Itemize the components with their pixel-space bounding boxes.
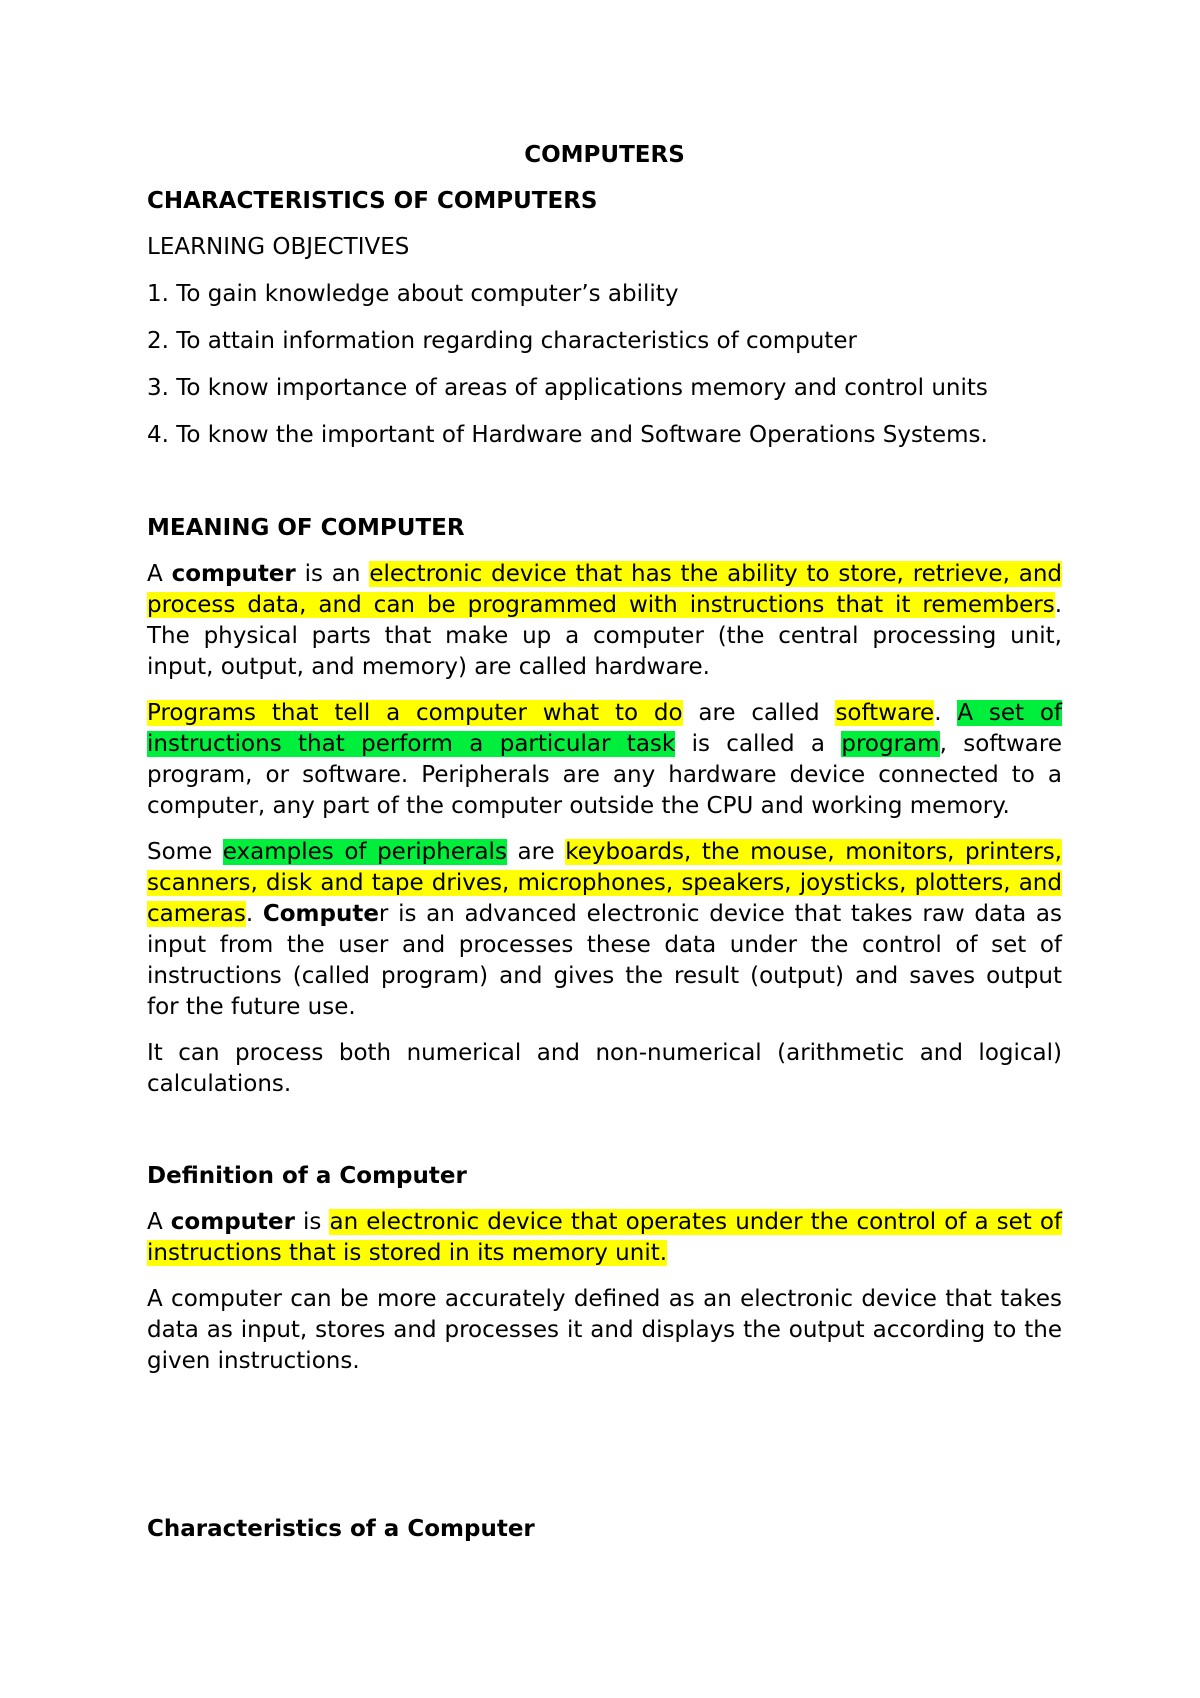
yellow-highlight: keyboards, the mouse, monitors, printers, scanners, disk and tape drives, microphones, speakers, joysticks, plotters, and cameras bbox=[147, 839, 1062, 927]
document-subtitle: CHARACTERISTICS OF COMPUTERS bbox=[147, 188, 598, 214]
characteristics-heading: Characteristics of a Computer bbox=[147, 1516, 535, 1542]
green-highlight: program bbox=[841, 731, 940, 757]
text-run: . The physical parts that make up a computer (the central processing unit, input, output, and memory) are called hardware. bbox=[147, 592, 1062, 680]
text-run: . bbox=[245, 901, 263, 927]
objective-item: 2. To attain information regarding characteristics of computer bbox=[147, 328, 857, 354]
green-highlight: examples of peripherals bbox=[222, 839, 507, 865]
text-run: is bbox=[294, 1209, 330, 1235]
yellow-highlight: Programs that tell a computer what to do bbox=[147, 700, 683, 726]
text-run: A bbox=[147, 561, 172, 587]
definition-paragraph-1 bbox=[147, 1207, 1062, 1269]
meaning-paragraph-4: It can process both numerical and non-numerical (arithmetic and logical) calculations. bbox=[147, 1040, 1062, 1097]
spacer bbox=[147, 1392, 1062, 1514]
objective-item: 1. To gain knowledge about computer’s ability bbox=[147, 281, 679, 307]
text-run: are bbox=[506, 839, 566, 865]
objective-item: 3. To know importance of areas of applications memory and control units bbox=[147, 375, 988, 401]
text-run: . bbox=[934, 700, 958, 726]
spacer bbox=[147, 1115, 1062, 1161]
yellow-highlight: electronic device that has the ability to store, retrieve, and process data, and can be programmed with instructions that it remembers bbox=[147, 561, 1062, 618]
meaning-heading: MEANING OF COMPUTER bbox=[147, 515, 465, 541]
text-run: Some bbox=[147, 839, 223, 865]
bold-term: computer bbox=[170, 1209, 295, 1235]
meaning-paragraph-1 bbox=[147, 559, 1062, 683]
text-run: A bbox=[147, 1209, 171, 1235]
text-run: is an bbox=[295, 561, 370, 587]
text-run: , software program, or software. Peripherals are any hardware device connected to a computer, any part of the computer outside the CPU and working memory. bbox=[147, 731, 1062, 819]
spacer bbox=[147, 467, 1062, 513]
objectives-heading: LEARNING OBJECTIVES bbox=[147, 234, 410, 260]
bold-term: Compute bbox=[262, 901, 379, 927]
text-run: is called a bbox=[675, 731, 842, 757]
green-highlight: A set of instructions that perform a particular task bbox=[147, 700, 1062, 757]
text-run: are called bbox=[682, 700, 836, 726]
yellow-highlight: software bbox=[835, 700, 935, 726]
bold-term: computer bbox=[171, 561, 296, 587]
yellow-highlight: an electronic device that operates under the control of a set of instructions that is stored in its memory unit. bbox=[147, 1209, 1062, 1266]
text-run: r is an advanced electronic device that takes raw data as input from the user and processes these data under the control of set of instructions (called program) and gives the result (output) and saves output for the future use. bbox=[147, 901, 1063, 1020]
definition-paragraph-2: A computer can be more accurately defined as an electronic device that takes data as input, stores and processes it and displays the output according to the given instructions. bbox=[147, 1286, 1062, 1374]
document-page bbox=[147, 140, 1062, 1560]
document-title: COMPUTERS bbox=[524, 142, 685, 168]
meaning-paragraph-3 bbox=[147, 837, 1062, 1023]
objective-item: 4. To know the important of Hardware and Software Operations Systems. bbox=[147, 422, 988, 448]
definition-heading: Definition of a Computer bbox=[147, 1163, 467, 1189]
meaning-paragraph-2 bbox=[147, 698, 1062, 822]
